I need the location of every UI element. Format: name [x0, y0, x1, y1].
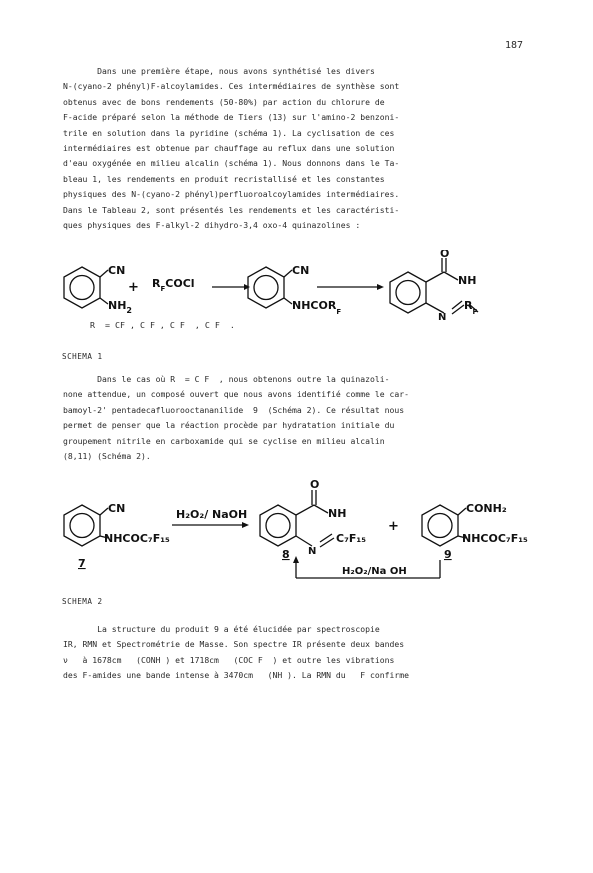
- reagent-label: H₂O₂/ NaOH: [176, 508, 248, 521]
- text-line: ques physiques des F-alkyl-2 dihydro-3,4 oxo-4 quinazolines :: [63, 220, 361, 231]
- text-line: Dans le Tableau 2, sont présentés les rendements et les caractéristi-: [63, 204, 400, 215]
- amide-label: $NHCOR_F$: [292, 299, 342, 316]
- text-line: none attendue, un composé ouvert que nous avons identifié comme le car-: [63, 389, 409, 400]
- compound-7-number: 7: [78, 557, 86, 570]
- text-line: permet de penser que la réaction procède par hydratation initiale du: [63, 420, 395, 431]
- plus-sign: +: [128, 280, 139, 295]
- cyano-label: CN: [292, 264, 310, 277]
- paragraph-synthesis: [63, 64, 523, 233]
- rf-definition: R = CF , C F , C F , C F .: [90, 320, 235, 330]
- oxo-label: O: [440, 250, 450, 260]
- scheme-1-label: SCHEMA 1: [62, 352, 103, 361]
- text-line: d'eau oxygénée en milieu alcalin (schéma 1). Nous donnons dans le Ta-: [63, 158, 400, 169]
- perfluoroamide-label: NHCOC₇F₁₅: [104, 532, 170, 545]
- text-line: F-acide préparé selon la méthode de Tiers (13) sur l'amino-2 benzoni-: [63, 112, 400, 123]
- text-line: obtenus avec de bons rendements (50-80%) par action du chlorure de: [63, 96, 385, 107]
- perfluoroamide-label: NHCOC₇F₁₅: [462, 532, 528, 545]
- scheme-1-diagram: [0, 250, 593, 345]
- plus-sign: +: [388, 519, 399, 534]
- text-line: IR, RMN et Spectrométrie de Masse. Son spectre IR présente deux bandes: [63, 639, 405, 650]
- carboxamide-label: CONH₂: [466, 502, 507, 515]
- scheme-2-diagram: [0, 470, 593, 590]
- nh-label: NH: [328, 507, 347, 520]
- back-reagent-label: H₂O₂/Na OH: [342, 566, 407, 577]
- cyano-label: CN: [108, 502, 126, 515]
- paragraph-structure: [63, 622, 523, 684]
- text-line: (8,11) (Schéma 2).: [63, 451, 151, 462]
- n-label: N: [308, 546, 317, 557]
- scheme-2-label: SCHEMA 2: [62, 597, 103, 606]
- text-line: bleau 1, les rendements en produit recristallisé et les constantes: [63, 173, 385, 184]
- compound-8-number: 8: [282, 548, 290, 561]
- cyano-label: CN: [108, 264, 126, 277]
- n-label: N: [438, 312, 447, 323]
- nh-label: NH: [458, 274, 477, 287]
- text-line: Dans le cas où R = C F , nous obtenons outre la quinazoli-: [63, 374, 390, 384]
- page-number: 187: [505, 40, 524, 51]
- text-line: N-(cyano-2 phényl)F-alcoylamides. Ces intermédiaires de synthèse sont: [63, 81, 400, 92]
- oxo-label: O: [310, 478, 320, 491]
- text-line: trile en solution dans la pyridine (schéma 1). La cyclisation de ces: [63, 127, 395, 138]
- amino-label: $NH_2$: [108, 299, 132, 315]
- text-line: ν à 1678cm (CONH ) et 1718cm (COC F ) et outre les vibrations: [63, 654, 395, 665]
- paragraph-observation: [63, 372, 523, 464]
- text-line: intermédiaires est obtenue par chauffage au reflux dans une solution: [63, 143, 395, 154]
- text-line: Dans une première étape, nous avons synthétisé les divers: [63, 66, 375, 76]
- heptadecafluoro-label: C₇F₁₅: [336, 532, 367, 545]
- acyl-chloride-label: $R_FCOCl$: [152, 277, 195, 293]
- text-line: bamoyl-2' pentadecafluorooctananilide 9 (Schéma 2). Ce résultat nous: [63, 404, 405, 415]
- compound-9-number: 9: [444, 548, 452, 561]
- text-line: groupement nitrile en carboxamide qui se cyclise en milieu alcalin: [63, 435, 385, 446]
- text-line: La structure du produit 9 a été élucidée par spectroscopie: [63, 624, 380, 634]
- text-line: des F-amides une bande intense à 3470cm (NH ). La RMN du F confirme: [63, 670, 409, 681]
- rf-label: $R_F$: [464, 299, 478, 316]
- text-line: physiques des N-(cyano-2 phényl)perfluoroalcoylamides intermédiaires.: [63, 189, 400, 200]
